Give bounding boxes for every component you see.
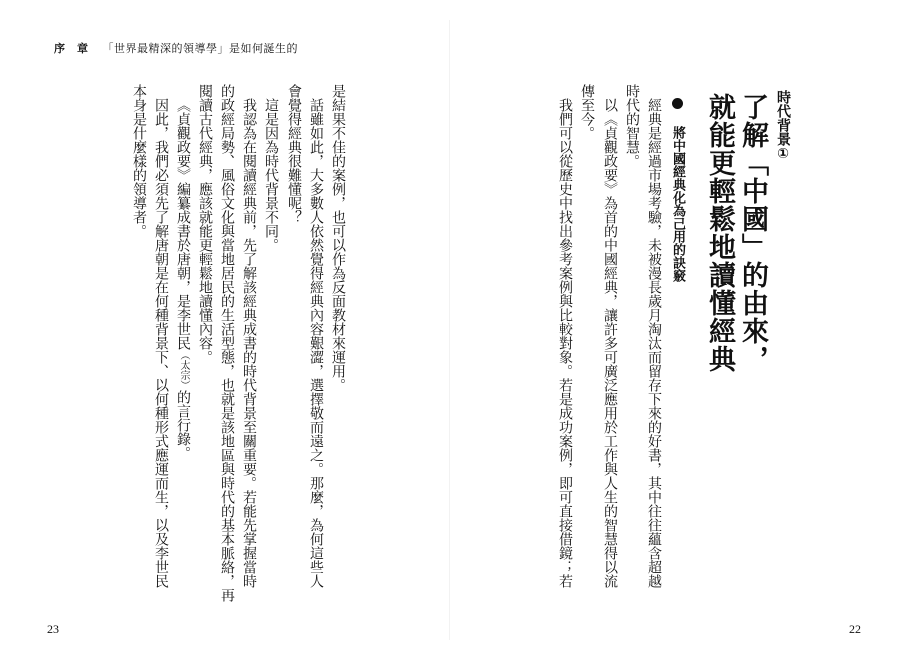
body-line: 因此，我們必須先了解唐朝是在何種背景下、以何種形式應運而生，以及李世民 xyxy=(153,98,169,588)
body-line: 這是因為時代背景不同。 xyxy=(263,98,279,252)
bullet-icon xyxy=(672,98,683,109)
body-line-tail: 的言行錄。 xyxy=(175,390,191,460)
body-line: 以《貞觀政要》為首的中國經典，讓許多可廣泛應用於工作與人生的智慧得以流 xyxy=(602,98,618,588)
body-line: 的政經局勢、風俗文化與當地居民的生活型態，也就是該地區與時代的基本脈絡，再 xyxy=(219,84,235,602)
section-title-line-1: 了解「中國」的由來， xyxy=(737,93,768,373)
body-line: 我們可以從歷史中找出參考案例與比較對象。若是成功案例，即可直接借鏡；若 xyxy=(557,98,573,588)
body-line-head: 《貞觀政要》編纂成書於唐朝，是李世民 xyxy=(175,98,191,350)
inline-note: （太宗） xyxy=(178,350,189,390)
body-line: 我認為在閱讀經典前，先了解該經典成書的時代背景至關重要。若能先掌握當時 xyxy=(241,98,257,588)
body-line: 會覺得經典很難懂呢？ xyxy=(286,84,302,224)
body-line: 經典是經過市場考驗，未被漫長歲月淘汰而留存下來的好書，其中往往蘊含超越 xyxy=(646,98,662,588)
page-number-left: 23 xyxy=(47,622,59,636)
page-number-right: 22 xyxy=(849,622,861,636)
body-line: 傳至今。 xyxy=(579,84,595,140)
body-line xyxy=(176,98,190,460)
section-title-line-2: 就能更輕鬆地讀懂經典 xyxy=(704,93,735,373)
page-gutter xyxy=(449,20,450,640)
chapter-title: 「世界最精深的領導學」是如何誕生的 xyxy=(102,42,298,55)
running-header xyxy=(54,40,298,56)
subheading-text: 將中國經典化為己用的訣竅 xyxy=(670,126,685,282)
body-line: 是結果不佳的案例，也可以作為反面教材來運用。 xyxy=(330,84,346,392)
chapter-label: 序 章 xyxy=(54,42,89,55)
section-tag: 時代背景① xyxy=(775,90,791,162)
body-line: 本身是什麼樣的領導者。 xyxy=(131,84,147,238)
subheading xyxy=(668,98,687,282)
body-line: 時代的智慧。 xyxy=(624,84,640,168)
body-line: 話雖如此，大多數人依然覺得經典內容艱澀，選擇敬而遠之。那麼，為何這些人 xyxy=(308,98,324,588)
body-line: 閱讀古代經典，應該就能更輕鬆地讀懂內容。 xyxy=(197,84,213,364)
